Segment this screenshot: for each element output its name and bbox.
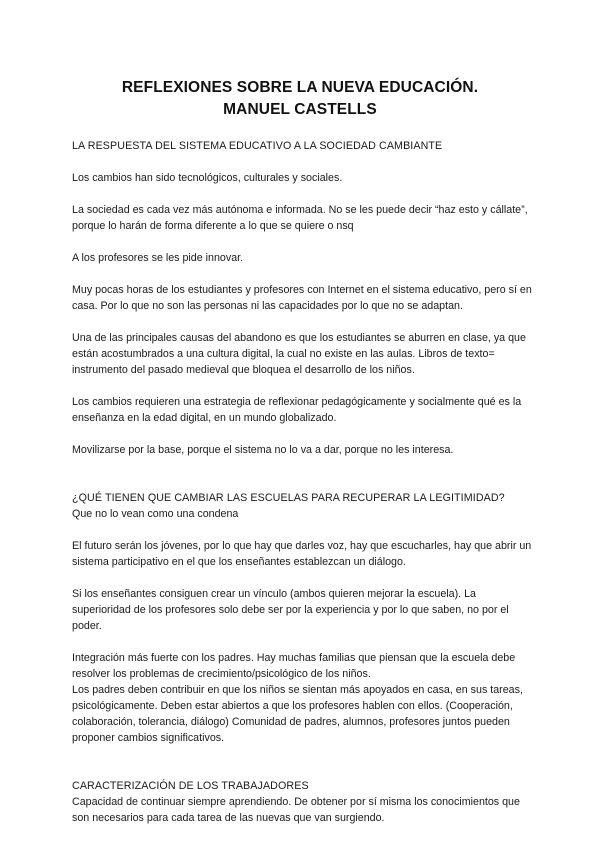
paragraph: A los profesores se les pide innovar. bbox=[72, 252, 244, 264]
paragraph: Los cambios han sido tecnológicos, culturales y sociales. bbox=[72, 172, 343, 184]
document-title-line-2: MANUEL CASTELLS bbox=[223, 101, 377, 118]
paragraph: El futuro serán los jóvenes, por lo que hay que darles voz, hay que escucharles, hay que abrir un sistema participativo en el que los enseñantes establezcan un diálogo. bbox=[72, 540, 532, 568]
section-heading-escuelas: ¿QUÉ TIENEN QUE CAMBIAR LAS ESCUELAS PARA RECUPERAR LA LEGITIMIDAD? bbox=[72, 492, 505, 504]
paragraph: Integración más fuerte con los padres. Hay muchas familias que piensan que la escuela debe resolver los problemas de crecimiento/psicológico de los niños. bbox=[72, 652, 516, 680]
paragraph: Una de las principales causas del abandono es que los estudiantes se aburren en clase, ya que están acostumbrados a una cultura digital, la cual no existe en las aulas. Libros de texto= instrumento del pasado medieval que bloquea el desarrollo de los niños. bbox=[72, 332, 526, 376]
paragraph: Los padres deben contribuir en que los niños se sientan más apoyados en casa, en sus tareas, psicológicamente. Deben estar abiertos a que los profesores hablen con ellos. (Cooperación, colaboración, tolerancia, diálogo) Comunidad de padres, alumnos, profesores juntos pueden proponer cambios significativos. bbox=[72, 684, 523, 744]
paragraph: Muy pocas horas de los estudiantes y profesores con Internet en el sistema educativo, pero sí en casa. Por lo que no son las personas ni las capacidades por lo que no se adaptan. bbox=[72, 284, 532, 312]
document-title-line-1: REFLEXIONES SOBRE LA NUEVA EDUCACIÓN. bbox=[121, 79, 479, 96]
paragraph: Si los enseñantes consiguen crear un vínculo (ambos quieren mejorar la escuela). La superioridad de los profesores solo debe ser por la experiencia y por lo que saben, no por el poder. bbox=[72, 588, 509, 632]
section-subheading: Que no lo vean como una condena bbox=[72, 508, 239, 520]
paragraph: Capacidad de continuar siempre aprendiendo. De obtener por sí misma los conocimientos que son necesarios para cada tarea de las nuevas que van surgiendo. bbox=[72, 796, 520, 824]
section-heading-trabajadores: CARACTERIZACIÓN DE LOS TRABAJADORES bbox=[72, 780, 309, 792]
paragraph: La sociedad es cada vez más autónoma e informada. No se les puede decir “haz esto y cállate”, porque lo harán de forma diferente a lo que se quiere o nsq bbox=[72, 204, 528, 232]
section-heading-respuesta: LA RESPUESTA DEL SISTEMA EDUCATIVO A LA SOCIEDAD CAMBIANTE bbox=[72, 140, 443, 152]
document-body bbox=[72, 138, 532, 826]
paragraph: Los cambios requieren una estrategia de reflexionar pedagógicamente y socialmente qué es la enseñanza en la edad digital, en un mundo globalizado. bbox=[72, 396, 522, 424]
paragraph: Movilizarse por la base, porque el sistema no lo va a dar, porque no les interesa. bbox=[72, 444, 454, 456]
